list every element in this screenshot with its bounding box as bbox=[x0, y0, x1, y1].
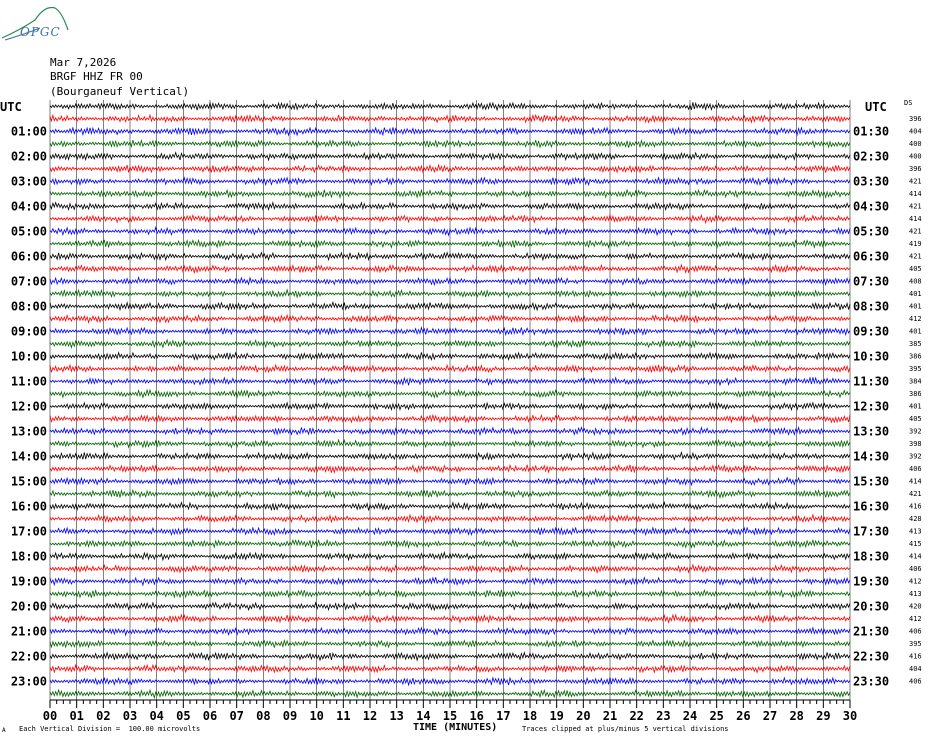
x-tick-label: 22 bbox=[629, 709, 644, 723]
row-label-right: 12:30 bbox=[853, 399, 890, 414]
x-tick-label: 23 bbox=[656, 709, 671, 723]
ds-value: 404 bbox=[909, 127, 922, 136]
ds-value: 406 bbox=[909, 677, 922, 686]
ds-value: 386 bbox=[909, 352, 922, 361]
row-label-left: 20:00 bbox=[10, 599, 47, 614]
ds-value: 412 bbox=[909, 577, 922, 586]
row-label-right: 03:30 bbox=[853, 174, 890, 189]
ds-value: 405 bbox=[909, 264, 922, 273]
row-label-right: 02:30 bbox=[853, 149, 890, 164]
ds-value: 406 bbox=[909, 627, 922, 636]
x-tick-label: 13 bbox=[389, 709, 404, 723]
row-label-left: 06:00 bbox=[10, 249, 47, 264]
row-label-right: 05:30 bbox=[853, 224, 890, 239]
row-label-left: 07:00 bbox=[10, 274, 47, 289]
x-tick-label: 01 bbox=[69, 709, 84, 723]
station-label: BRGF HHZ FR 00 bbox=[50, 70, 143, 83]
logo-text: OPGC bbox=[20, 25, 61, 39]
ds-value: 414 bbox=[909, 477, 922, 486]
row-label-left: 23:00 bbox=[10, 674, 47, 689]
row-label-right: 17:30 bbox=[853, 524, 890, 539]
row-label-left: 22:00 bbox=[10, 649, 47, 664]
ds-value: 428 bbox=[909, 514, 922, 523]
ds-value: 413 bbox=[909, 589, 922, 598]
x-tick-label: 15 bbox=[442, 709, 458, 723]
x-tick-label: 11 bbox=[336, 709, 351, 723]
ds-value: 414 bbox=[909, 214, 922, 223]
row-label-right: 08:30 bbox=[853, 299, 890, 314]
ds-value: 421 bbox=[909, 202, 922, 211]
row-label-right: 06:30 bbox=[853, 249, 890, 264]
ds-value: 400 bbox=[909, 139, 922, 148]
row-label-right: 09:30 bbox=[853, 324, 890, 339]
row-label-right: 13:30 bbox=[853, 424, 890, 439]
row-label-left: 15:00 bbox=[10, 474, 47, 489]
x-tick-label: 05 bbox=[176, 709, 191, 723]
x-tick-label: 19 bbox=[549, 709, 564, 723]
row-label-right: 04:30 bbox=[853, 199, 890, 214]
x-tick-label: 29 bbox=[816, 709, 831, 723]
x-tick-label: 17 bbox=[496, 709, 511, 723]
x-tick-label: 10 bbox=[309, 709, 324, 723]
x-tick-label: 24 bbox=[682, 709, 698, 723]
x-tick-label: 02 bbox=[96, 709, 111, 723]
ds-value: 395 bbox=[909, 364, 922, 373]
row-label-right: 15:30 bbox=[853, 474, 890, 489]
ds-value: 401 bbox=[909, 402, 922, 411]
left-axis-title: UTC bbox=[0, 100, 22, 114]
ds-value: 419 bbox=[909, 239, 922, 248]
x-tick-label: 18 bbox=[522, 709, 538, 723]
row-label-left: 10:00 bbox=[10, 349, 47, 364]
ds-value: 421 bbox=[909, 177, 922, 186]
x-tick-label: 28 bbox=[789, 709, 804, 723]
x-axis bbox=[43, 700, 857, 723]
clip-note: Traces clipped at plus/minus 5 vertical divisions bbox=[522, 725, 729, 733]
ds-value: 395 bbox=[909, 639, 922, 648]
ds-value: 408 bbox=[909, 277, 922, 286]
ds-value: 384 bbox=[909, 377, 922, 386]
row-label-left: 13:00 bbox=[10, 424, 47, 439]
ds-value: 401 bbox=[909, 289, 922, 298]
x-tick-label: 04 bbox=[149, 709, 164, 723]
row-label-left: 01:00 bbox=[10, 124, 47, 139]
ds-value: 420 bbox=[909, 602, 922, 611]
row-label-left: 21:00 bbox=[10, 624, 47, 639]
ds-value: 416 bbox=[909, 652, 922, 661]
row-label-right: 14:30 bbox=[853, 449, 890, 464]
x-tick-label: 06 bbox=[202, 709, 218, 723]
row-label-left: 08:00 bbox=[10, 299, 47, 314]
row-label-left: 11:00 bbox=[10, 374, 47, 389]
row-label-right: 21:30 bbox=[853, 624, 890, 639]
ds-value: 415 bbox=[909, 539, 922, 548]
location-label: (Bourganeuf Vertical) bbox=[50, 85, 190, 98]
x-axis-label: TIME (MINUTES) bbox=[413, 722, 498, 733]
ds-value: 401 bbox=[909, 327, 922, 336]
ds-value: 412 bbox=[909, 314, 922, 323]
x-tick-label: 16 bbox=[469, 709, 484, 723]
ds-value: 414 bbox=[909, 189, 922, 198]
x-tick-label: 25 bbox=[709, 709, 724, 723]
ds-value: 405 bbox=[909, 414, 922, 423]
ds-value: 396 bbox=[909, 164, 922, 173]
ds-value: 406 bbox=[909, 564, 922, 573]
row-label-right: 11:30 bbox=[853, 374, 890, 389]
x-tick-label: 27 bbox=[762, 709, 778, 723]
ds-value: 398 bbox=[909, 439, 922, 448]
row-label-left: 02:00 bbox=[10, 149, 47, 164]
row-label-right: 22:30 bbox=[853, 649, 890, 664]
row-label-right: 01:30 bbox=[853, 124, 890, 139]
x-tick-label: 21 bbox=[602, 709, 618, 723]
row-label-left: 05:00 bbox=[10, 224, 47, 239]
row-label-left: 03:00 bbox=[10, 174, 47, 189]
x-tick-label: 09 bbox=[282, 709, 298, 723]
row-label-right: 23:30 bbox=[853, 674, 890, 689]
row-label-right: 20:30 bbox=[853, 599, 890, 614]
ds-value: 416 bbox=[909, 502, 922, 511]
ds-value: 400 bbox=[909, 152, 922, 161]
ds-value: 396 bbox=[909, 114, 922, 123]
row-label-left: 12:00 bbox=[10, 399, 47, 414]
row-label-left: 17:00 bbox=[10, 524, 47, 539]
ds-value: 392 bbox=[909, 427, 922, 436]
x-tick-label: 03 bbox=[122, 709, 138, 723]
ds-value: 412 bbox=[909, 614, 922, 623]
x-tick-label: 08 bbox=[256, 709, 271, 723]
row-label-right: 07:30 bbox=[853, 274, 890, 289]
ds-value: 414 bbox=[909, 552, 922, 561]
ds-value: 392 bbox=[909, 452, 922, 461]
row-label-left: 19:00 bbox=[10, 574, 47, 589]
row-label-right: 19:30 bbox=[853, 574, 890, 589]
x-tick-label: 07 bbox=[229, 709, 244, 723]
x-tick-label: 30 bbox=[842, 709, 858, 723]
ds-value: 386 bbox=[909, 389, 922, 398]
ds-value: 413 bbox=[909, 527, 922, 536]
row-label-left: 04:00 bbox=[10, 199, 47, 214]
ds-value: 406 bbox=[909, 464, 922, 473]
x-tick-label: 00 bbox=[42, 709, 58, 723]
right-axis-title: UTC bbox=[865, 100, 887, 114]
row-label-left: 09:00 bbox=[10, 324, 47, 339]
x-tick-label: 14 bbox=[416, 709, 431, 723]
corner-mark: A bbox=[2, 727, 6, 734]
ds-value: 421 bbox=[909, 227, 922, 236]
ds-value: 421 bbox=[909, 489, 922, 498]
ds-value: 385 bbox=[909, 339, 922, 348]
row-label-left: 16:00 bbox=[10, 499, 47, 514]
row-label-left: 18:00 bbox=[10, 549, 47, 564]
row-label-left: 14:00 bbox=[10, 449, 47, 464]
ds-value: 401 bbox=[909, 302, 922, 311]
ds-value: 404 bbox=[909, 664, 922, 673]
row-label-right: 16:30 bbox=[853, 499, 890, 514]
ds-value: 421 bbox=[909, 252, 922, 261]
row-label-right: 10:30 bbox=[853, 349, 890, 364]
date-label: Mar 7,2026 bbox=[50, 56, 117, 69]
row-label-right: 18:30 bbox=[853, 549, 890, 564]
x-tick-label: 20 bbox=[576, 709, 591, 723]
ds-header: DS bbox=[904, 99, 913, 107]
x-tick-label: 12 bbox=[362, 709, 378, 723]
division-note: Each Vertical Division = 100.00 microvolts bbox=[19, 725, 201, 733]
x-tick-label: 26 bbox=[736, 709, 751, 723]
